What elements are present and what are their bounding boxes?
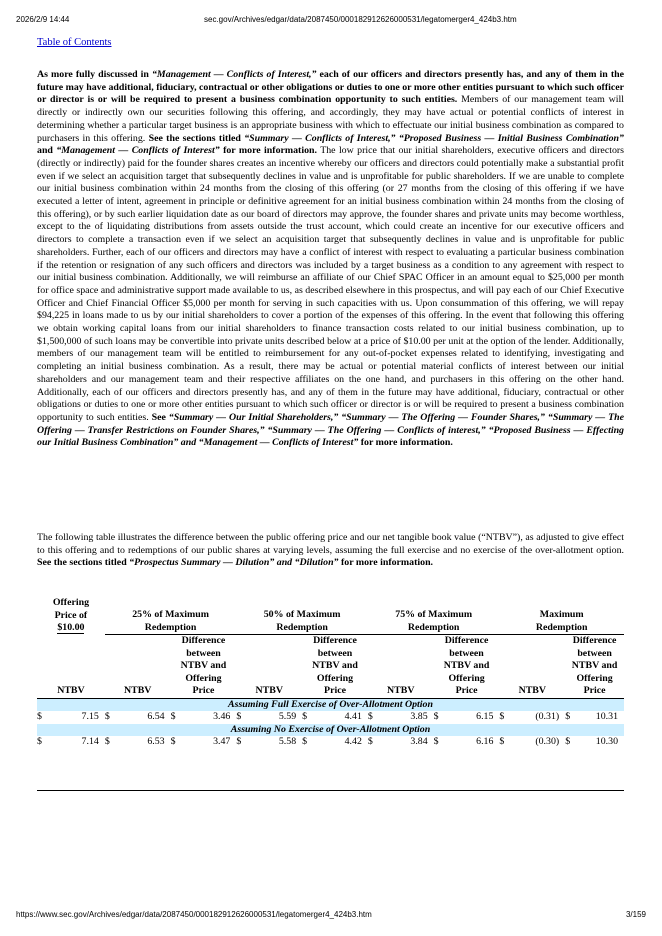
- ntbv-intro-paragraph: [37, 532, 624, 570]
- p1-s8: “Management — Conflicts of Interest”: [56, 145, 220, 157]
- difference-col-header: Difference between NTBV and Offering Price: [171, 635, 237, 699]
- browser-footer: [16, 910, 646, 919]
- page-number: 3/159: [625, 910, 646, 919]
- header-row-2: [37, 635, 624, 699]
- browser-header: [16, 15, 646, 27]
- ntbv-col-header: NTBV: [236, 635, 302, 699]
- offering-price-header: [37, 597, 105, 635]
- p1-s5: See the sections titled: [148, 132, 245, 144]
- p2-s2: See the sections titled: [37, 557, 130, 569]
- p1-s9: for more information.: [219, 145, 317, 157]
- ntbv-col-header: NTBV: [499, 635, 565, 699]
- p1-s13: for more information.: [358, 437, 453, 449]
- p1-s7: and: [37, 145, 57, 157]
- section-no-exercise: Assuming No Exercise of Over-Allotment Option: [37, 724, 624, 737]
- ntbv-col-header: NTBV: [105, 635, 171, 699]
- footer-url: https://www.sec.gov/Archives/edgar/data/2087450/000182912626000531/legatomerger4_424b3.htm: [16, 910, 372, 919]
- group-max-header: Maximum Redemption: [499, 597, 624, 635]
- print-url: sec.gov/Archives/edgar/data/2087450/000182912626000531/legatomerger4_424b3.htm: [204, 15, 517, 24]
- table-row: $ 7.15 $ 6.54 $ 3.46 $ 5.59 $ 4.41 $ 3.85 $ 6.15 $ (0.31) $ 10.31: [37, 711, 618, 722]
- p1-s4: Members of our management team will directly or indirectly own our securities following this offering, and accordingly, they may have actual or potential conflicts of interest in determining whether a particular target business is an appropriate business with which to effectuate our initial business combination as compared to purchasers in this offering.: [37, 94, 624, 144]
- header-row-1: [37, 597, 624, 635]
- conflicts-paragraph: [37, 69, 624, 450]
- ntbv-col-header: NTBV: [37, 635, 105, 699]
- print-timestamp: 2026/2/9 14:44: [16, 15, 70, 24]
- section-full-exercise: Assuming Full Exercise of Over-Allotment Option: [37, 698, 624, 711]
- ntbv-table: [37, 597, 624, 749]
- p1-s3: each of our officers and directors presently has, and any of them in the future may have additional, fiduciary, contractual or other obligations or duties to one or more other entities pursuant to which such officer or director is or will be required to present a business combination opportunity to such entities.: [37, 69, 624, 106]
- page-divider: [37, 790, 624, 791]
- p1-s2: “Management — Conflicts of Interest,”: [151, 69, 317, 80]
- p2-s4: for more information.: [338, 557, 434, 569]
- difference-col-header: Difference between NTBV and Offering Price: [434, 635, 500, 699]
- p1-s11: See: [151, 411, 169, 423]
- table-of-contents-link[interactable]: Table of Contents: [37, 37, 112, 48]
- offering-line-3: $10.00: [57, 622, 85, 633]
- group-25-header: 25% of Maximum Redemption: [105, 597, 237, 635]
- p1-s12: “Summary — Our Initial Shareholders,” “Summary — The Offering — Founder Shares,” “Summary — The Offering — Transfer Restrictions on Founder Shares,” “Summary — The Offering — Conflicts of interest,” “Proposed Business — Effecting our Initial Business Combination” and “Management — Conflicts of Interest”: [37, 411, 624, 449]
- group-50-header: 50% of Maximum Redemption: [236, 597, 368, 635]
- difference-col-header: Difference between NTBV and Offering Price: [565, 635, 624, 699]
- p2-s1: The following table illustrates the difference between the public offering price and our net tangible book value (“NTBV”), as adjusted to give effect to this offering and to redemptions of our public shares at varying levels, assuming the full exercise and no exercise of the over-allotment option.: [37, 532, 624, 556]
- group-75-header: 75% of Maximum Redemption: [368, 597, 500, 635]
- difference-col-header: Difference between NTBV and Offering Price: [302, 635, 368, 699]
- table-row: $ 7.14 $ 6.53 $ 3.47 $ 5.58 $ 4.42 $ 3.84 $ 6.16 $ (0.30) $ 10.30: [37, 736, 618, 747]
- p1-s6: “Summary — Conflicts of Interest,” “Proposed Business — Initial Business Combination”: [244, 132, 624, 144]
- ntbv-col-header: NTBV: [368, 635, 434, 699]
- p2-s3: “Prospectus Summary — Dilution” and “Dilution”: [129, 557, 339, 569]
- p1-s1: As more fully discussed in: [37, 69, 152, 80]
- p1-s10: The low price that our initial shareholders, executive officers and directors (directly or indirectly) paid for the founder shares creates an incentive whereby our officers and directors could potentially make a substantial profit even if we select an acquisition target that subsequently declines in value and is unprofitable for public shareholders. If we are unable to complete our initial business combination within 24 months from the closing of this offering (or 27 months from the closing of this offering if we have executed a letter of intent, agreement in principle or definitive agreement for an initial business combination within 24 months from the closing of this offering), or by such earlier liquidation date as our board of directors may approve, the founder shares and private units may become worthless, except to the of liquidating distributions from assets outside the trust account, which could create an incentive for our executive officers and directors to complete a transaction even if we select an acquisition target that subsequently declines in value and is unprofitable for public shareholders. Further, each of our officers and directors may have a conflict of interest with respect to evaluating a particular business combination if the retention or resignation of any such officers and directors was included by a target business as a condition to any agreement with respect to our initial business combination. Additionally, we will reimburse an affiliate of our Chief SPAC Officer in an amount equal to $25,000 per month for office space and administrative support made available to us, as described elsewhere in this prospectus, and will pay each of our Chief Executive Officer and Chief Financial Officer $5,000 per month for serving in such capacities with us. Upon consummation of this offering, we will repay $94,225 in loans made to us by our initial shareholders to cover a portion of the expenses of this offering. In the event that following this offering we obtain working capital loans from our initial shareholders to finance transaction costs related to our initial business combination, up to $1,500,000 of such loans may be convertible into private units described below at a price of $10.00 per unit at the option of the lender. Additionally, members of our management team will be entitled to reimbursement for any out-of-pocket expenses related to identifying, investigating and completing an initial business combination. As a result, there may be actual or potential material conflicts of interest between our initial shareholders and our management team and their respective affiliates on the one hand, and purchasers in this offering on the other hand. Additionally, each of our officers and directors presently has, and any of them in the future may have additional, fiduciary, contractual or other obligations or duties to one or more other entities pursuant to which such officer or director is or will be required to present a business combination opportunity to such entities.: [37, 145, 625, 423]
- offering-line-2: Price of: [54, 609, 88, 621]
- offering-line-1: Offering: [52, 597, 90, 608]
